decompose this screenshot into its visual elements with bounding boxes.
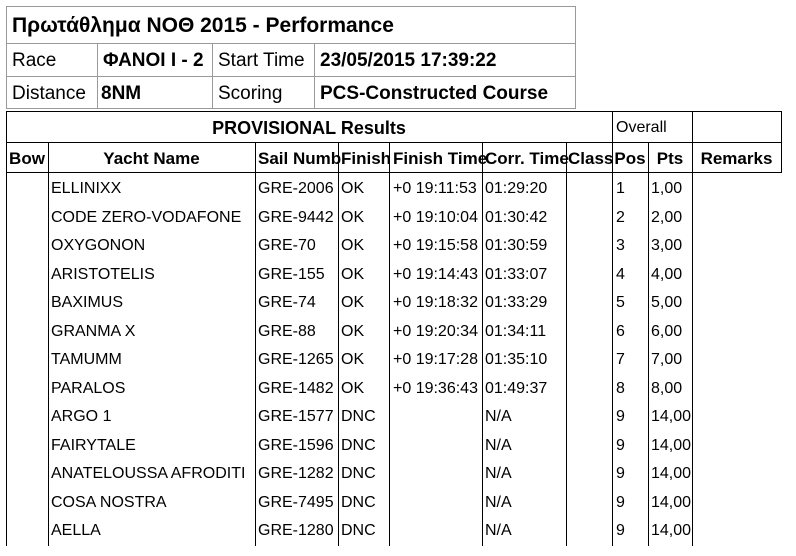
grid-line: [6, 6, 575, 7]
row-pts: 14,00: [651, 437, 692, 454]
row-finish: OK: [341, 266, 365, 283]
row-finish: DNC: [341, 437, 376, 454]
row-corr-time: N/A: [485, 437, 512, 454]
row-corr-time: N/A: [485, 465, 512, 482]
row-yacht-name: BAXIMUS: [51, 294, 124, 311]
row-sail-number: GRE-1577: [258, 408, 334, 425]
col-line: [48, 142, 49, 546]
scoring-value: PCS-Constructed Course: [320, 83, 549, 104]
row-finish-time: +0 19:36:43: [393, 380, 478, 397]
col-header-corr-time: Corr. Time: [485, 149, 569, 168]
col-header-finish-time: Finish Time: [393, 149, 488, 168]
row-sail-number: GRE-70: [258, 237, 316, 254]
row-sail-number: GRE-9442: [258, 209, 334, 226]
row-pos: 1: [616, 180, 625, 197]
table-border: [692, 111, 693, 546]
scoring-label: Scoring: [218, 83, 283, 104]
col-line: [389, 142, 390, 546]
row-finish-time: +0 19:18:32: [393, 294, 478, 311]
row-corr-time: 01:35:10: [485, 351, 548, 368]
row-pos: 9: [616, 437, 625, 454]
overall-label: Overall: [616, 119, 667, 136]
start-time-label: Start Time: [218, 50, 305, 71]
row-corr-time: 01:30:59: [485, 237, 548, 254]
row-finish-time: +0 19:10:04: [393, 209, 478, 226]
row-yacht-name: PARALOS: [51, 380, 126, 397]
row-pts: 3,00: [651, 237, 683, 254]
col-header-sail-number: Sail Numb: [258, 149, 342, 168]
grid-line: [212, 43, 213, 109]
row-yacht-name: GRANMA X: [51, 323, 136, 340]
table-border: [6, 111, 782, 112]
row-corr-time: 01:29:20: [485, 180, 548, 197]
row-yacht-name: AELLA: [51, 522, 101, 539]
row-sail-number: GRE-7495: [258, 494, 334, 511]
row-corr-time: 01:33:29: [485, 294, 548, 311]
row-finish: DNC: [341, 494, 376, 511]
row-sail-number: GRE-1280: [258, 522, 334, 539]
col-header-finish: Finish: [341, 149, 392, 168]
row-pos: 9: [616, 494, 625, 511]
row-pos: 8: [616, 380, 625, 397]
table-border: [6, 172, 782, 173]
results-banner: PROVISIONAL Results: [212, 118, 406, 138]
table-border: [6, 111, 7, 546]
row-pos: 5: [616, 294, 625, 311]
row-pos: 9: [616, 522, 625, 539]
row-finish: OK: [341, 237, 365, 254]
row-finish-time: +0 19:15:58: [393, 237, 478, 254]
col-line: [482, 142, 483, 546]
grid-line: [314, 43, 315, 109]
row-corr-time: 01:33:07: [485, 266, 548, 283]
row-sail-number: GRE-1282: [258, 465, 334, 482]
row-corr-time: 01:49:37: [485, 380, 548, 397]
grid-line: [6, 43, 575, 44]
page-title: Πρωτάθλημα ΝΟΘ 2015 - Performance: [12, 14, 394, 37]
col-header-yacht-name: Yacht Name: [103, 149, 200, 168]
row-corr-time: N/A: [485, 494, 512, 511]
row-yacht-name: OXYGONON: [51, 237, 146, 254]
row-sail-number: GRE-2006: [258, 180, 334, 197]
row-pts: 8,00: [651, 380, 683, 397]
row-sail-number: GRE-1265: [258, 351, 334, 368]
table-border: [781, 111, 782, 173]
row-yacht-name: CODE ZERO-VODAFONE: [51, 209, 242, 226]
race-value: ΦΑΝΟΙ Ι - 2: [103, 50, 204, 71]
row-yacht-name: ANATELOUSSA AFRODITI: [51, 465, 246, 482]
grid-line: [6, 76, 575, 77]
col-header-pos: Pos: [614, 149, 646, 168]
row-yacht-name: FAIRYTALE: [51, 437, 136, 454]
table-border: [6, 142, 782, 143]
row-finish: OK: [341, 351, 365, 368]
row-yacht-name: ELLINIXX: [51, 180, 122, 197]
row-pos: 6: [616, 323, 625, 340]
row-pts: 14,00: [651, 408, 692, 425]
row-yacht-name: ARISTOTELIS: [51, 266, 155, 283]
col-header-bow: Bow: [9, 149, 45, 168]
row-finish: DNC: [341, 408, 376, 425]
row-finish-time: +0 19:20:34: [393, 323, 478, 340]
row-pts: 14,00: [651, 465, 692, 482]
row-pts: 5,00: [651, 294, 683, 311]
row-sail-number: GRE-1596: [258, 437, 334, 454]
row-finish: DNC: [341, 465, 376, 482]
race-label: Race: [12, 50, 57, 71]
row-pts: 7,00: [651, 351, 683, 368]
row-yacht-name: ARGO 1: [51, 408, 112, 425]
row-pts: 1,00: [651, 180, 683, 197]
col-header-class: Class: [568, 149, 614, 168]
row-finish: DNC: [341, 522, 376, 539]
row-yacht-name: COSA NOSTRA: [51, 494, 167, 511]
table-border: [612, 111, 613, 546]
row-sail-number: GRE-74: [258, 294, 316, 311]
distance-value: 8NM: [101, 83, 142, 104]
row-finish: OK: [341, 180, 365, 197]
grid-line: [97, 43, 98, 109]
start-time-value: 23/05/2015 17:39:22: [320, 50, 497, 71]
row-finish-time: +0 19:11:53: [393, 180, 477, 197]
row-finish: OK: [341, 209, 365, 226]
row-corr-time: 01:34:11: [485, 323, 547, 340]
row-pts: 4,00: [651, 266, 683, 283]
row-yacht-name: TAMUMM: [51, 351, 122, 368]
col-line: [566, 142, 567, 546]
col-header-pts: Pts: [656, 149, 684, 168]
row-finish-time: +0 19:14:43: [393, 266, 478, 283]
row-pts: 14,00: [651, 494, 692, 511]
row-finish: OK: [341, 380, 365, 397]
row-pos: 9: [616, 408, 625, 425]
row-sail-number: GRE-155: [258, 266, 325, 283]
row-finish: OK: [341, 323, 365, 340]
row-pos: 7: [616, 351, 625, 368]
row-sail-number: GRE-88: [258, 323, 316, 340]
row-finish: OK: [341, 294, 365, 311]
row-sail-number: GRE-1482: [258, 380, 334, 397]
col-line: [338, 142, 339, 546]
row-corr-time: N/A: [485, 408, 512, 425]
row-pos: 4: [616, 266, 625, 283]
row-pts: 2,00: [651, 209, 683, 226]
row-pos: 9: [616, 465, 625, 482]
col-line: [255, 142, 256, 546]
grid-line: [575, 6, 576, 109]
row-pts: 14,00: [651, 522, 692, 539]
row-corr-time: 01:30:42: [485, 209, 548, 226]
row-pos: 3: [616, 237, 625, 254]
row-pos: 2: [616, 209, 625, 226]
row-pts: 6,00: [651, 323, 683, 340]
col-line: [648, 142, 649, 546]
row-finish-time: +0 19:17:28: [393, 351, 478, 368]
row-corr-time: N/A: [485, 522, 512, 539]
distance-label: Distance: [12, 83, 86, 104]
grid-line: [6, 108, 575, 109]
col-header-remarks: Remarks: [700, 149, 773, 168]
grid-line: [6, 6, 7, 109]
